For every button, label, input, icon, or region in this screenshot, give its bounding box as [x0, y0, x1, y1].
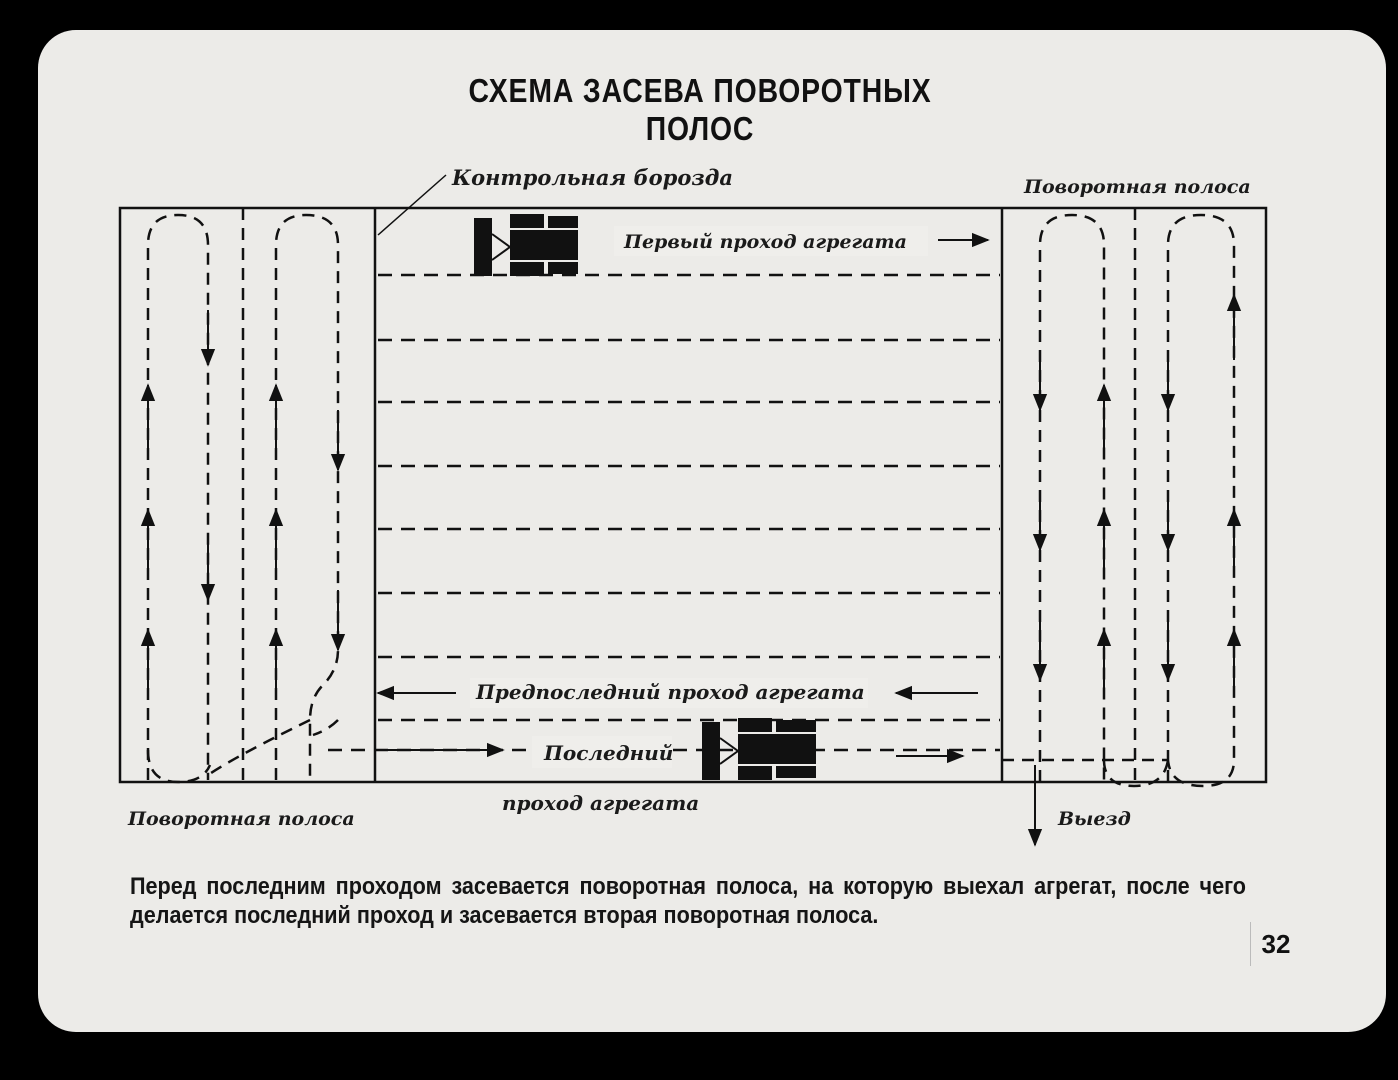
left-strip-passes	[148, 208, 338, 782]
slide	[38, 30, 1386, 1032]
penultimate-pass-label: Предпоследний проход агрегата	[476, 680, 865, 704]
first-pass-label: Первый проход агрегата	[624, 231, 907, 253]
turn-strip-right-label: Поворотная полоса	[1024, 176, 1251, 198]
exit-label: Выезд	[1058, 808, 1131, 830]
control-furrow-leader	[378, 175, 446, 235]
turn-strip-left-label: Поворотная полоса	[128, 808, 355, 830]
right-strip-arrows	[1040, 295, 1234, 690]
diagram-title: СХЕМА ЗАСЕВА ПОВОРОТНЫХ ПОЛОС	[468, 72, 932, 147]
page-number: 32	[1250, 922, 1301, 966]
last-pass-label-line2: проход агрегата	[502, 791, 700, 815]
caption-text: Перед последним проходом засевается поворотная полоса, на которую выехал агрегат, после чего делается последний проход и засевается вторая поворотная полоса.	[130, 873, 1246, 929]
tractor-icon	[702, 718, 816, 780]
right-strip-passes	[1002, 208, 1234, 786]
last-pass-label-line1: Последний	[544, 741, 674, 765]
control-furrow-label: Контрольная борозда	[452, 165, 733, 190]
tractor-icon	[474, 214, 578, 276]
